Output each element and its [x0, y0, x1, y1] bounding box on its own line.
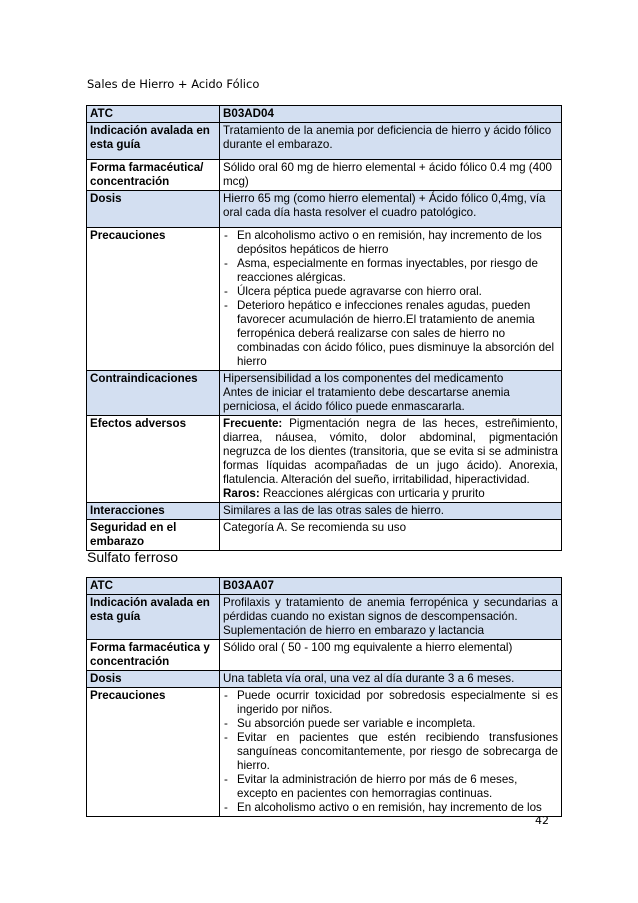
row-indicacion: [87, 123, 562, 160]
interacciones-label: Interacciones: [87, 503, 220, 520]
frecuente-label: Frecuente:: [223, 417, 283, 430]
raros-text: Reacciones alérgicas con urticaria y prurito: [262, 487, 485, 500]
list-item: - Evitar en pacientes que estén recibiendo transfusiones sanguíneas concomitantemente, por riesgo de sobrecarga de hierro.: [223, 731, 558, 773]
contra-label: Contraindicaciones: [87, 371, 220, 416]
indicacion-label: Indicación avalada en esta guía: [87, 123, 220, 160]
drug-table-sales-hierro: [86, 105, 562, 551]
list-item: - Su absorción puede ser variable e incompleta.: [223, 717, 558, 731]
row-precauciones: [87, 688, 562, 817]
precauciones-list: [220, 228, 562, 371]
row-efectos: [87, 416, 562, 503]
row-forma: [87, 160, 562, 191]
indicacion-value: Tratamiento de la anemia por deficiencia de hierro y ácido fólico durante el embarazo.: [220, 123, 562, 160]
row-atc: [87, 106, 562, 123]
dosis-value: Una tableta vía oral, una vez al día durante 3 a 6 meses.: [220, 671, 562, 688]
drug-table-sulfato-ferroso: [86, 577, 562, 817]
efectos-frecuente: [223, 417, 558, 487]
list-item: - En alcoholismo activo o en remisión, hay incremento de los: [223, 801, 558, 815]
efectos-raros: [223, 487, 558, 501]
contra-line: Antes de iniciar el tratamiento debe descartarse anemia perniciosa, el ácido fólico puede enmascararla.: [223, 386, 510, 413]
forma-value: Sólido oral ( 50 - 100 mg equivalente a hierro elemental): [220, 640, 562, 671]
dosis-label: Dosis: [87, 671, 220, 688]
row-contraindicaciones: [87, 371, 562, 416]
forma-value: Sólido oral 60 mg de hierro elemental + ácido fólico 0.4 mg (400 mcg): [220, 160, 562, 191]
efectos-label: Efectos adversos: [87, 416, 220, 503]
contra-value: [220, 371, 562, 416]
seguridad-label: Seguridad en el embarazo: [87, 520, 220, 551]
dosis-label: Dosis: [87, 191, 220, 228]
row-atc: [87, 578, 562, 595]
list-item: - Puede ocurrir toxicidad por sobredosis especialmente si es ingerido por niños.: [223, 689, 558, 717]
frecuente-text: Pigmentación negra de las heces, estreñimiento, diarrea, náusea, vómito, dolor abdominal, pigmentación negruzca de los dientes (transitoria, que se evita si se administra formas líquidas acompañadas de un jugo ácido). Anorexia, flatulencia. Alteración del sueño, irritabilidad, hiperactividad.: [223, 417, 558, 486]
row-precauciones: [87, 228, 562, 371]
indicacion-label: Indicación avalada en esta guía: [87, 595, 220, 640]
atc-label: ATC: [87, 578, 220, 595]
list-item: - Deterioro hepático e infecciones renales agudas, pueden favorecer acumulación de hierro.El tratamiento de anemia ferropénica deberá realizarse con sales de hierro no combinadas con ácido fólico, pues disminuye la absorción del hierro: [223, 299, 558, 369]
forma-label: Forma farmacéutica/ concentración: [87, 160, 220, 191]
indicacion-value: [220, 595, 562, 640]
list-item: - Úlcera péptica puede agravarse con hierro oral.: [223, 285, 558, 299]
page-number: 42: [535, 814, 549, 827]
list-item: - En alcoholismo activo o en remisión, hay incremento de los depósitos hepáticos de hierro: [223, 229, 558, 257]
list-item: - Evitar la administración de hierro por más de 6 meses, excepto en pacientes con hemorragias continuas.: [223, 773, 558, 801]
section-title: Sulfato ferroso: [87, 549, 179, 565]
row-indicacion: [87, 595, 562, 640]
atc-value: B03AD04: [220, 106, 562, 123]
indicacion-line: Suplementación de hierro en embarazo y lactancia: [223, 624, 485, 637]
precauciones-label: Precauciones: [87, 688, 220, 817]
interacciones-value: Similares a las de las otras sales de hierro.: [220, 503, 562, 520]
row-dosis: [87, 671, 562, 688]
contra-line: Hipersensibilidad a los componentes del medicamento: [223, 372, 504, 385]
row-interacciones: [87, 503, 562, 520]
atc-value: B03AA07: [220, 578, 562, 595]
precauciones-label: Precauciones: [87, 228, 220, 371]
seguridad-value: Categoría A. Se recomienda su uso: [220, 520, 562, 551]
raros-label: Raros:: [223, 487, 260, 500]
section-title: Sales de Hierro + Acido Fólico: [87, 77, 260, 91]
row-forma: [87, 640, 562, 671]
list-item: - Asma, especialmente en formas inyectables, por riesgo de reacciones alérgicas.: [223, 257, 558, 285]
dosis-value: Hierro 65 mg (como hierro elemental) + Ácido fólico 0,4mg, vía oral cada día hasta resolver el cuadro patológico.: [220, 191, 562, 228]
row-dosis: [87, 191, 562, 228]
forma-label: Forma farmacéutica y concentración: [87, 640, 220, 671]
efectos-value: [220, 416, 562, 503]
precauciones-list: [220, 688, 562, 817]
indicacion-line: Profilaxis y tratamiento de anemia ferropénica y secundarias a pérdidas cuando no existan signos de descompensación.: [223, 596, 558, 623]
atc-label: ATC: [87, 106, 220, 123]
row-seguridad: [87, 520, 562, 551]
